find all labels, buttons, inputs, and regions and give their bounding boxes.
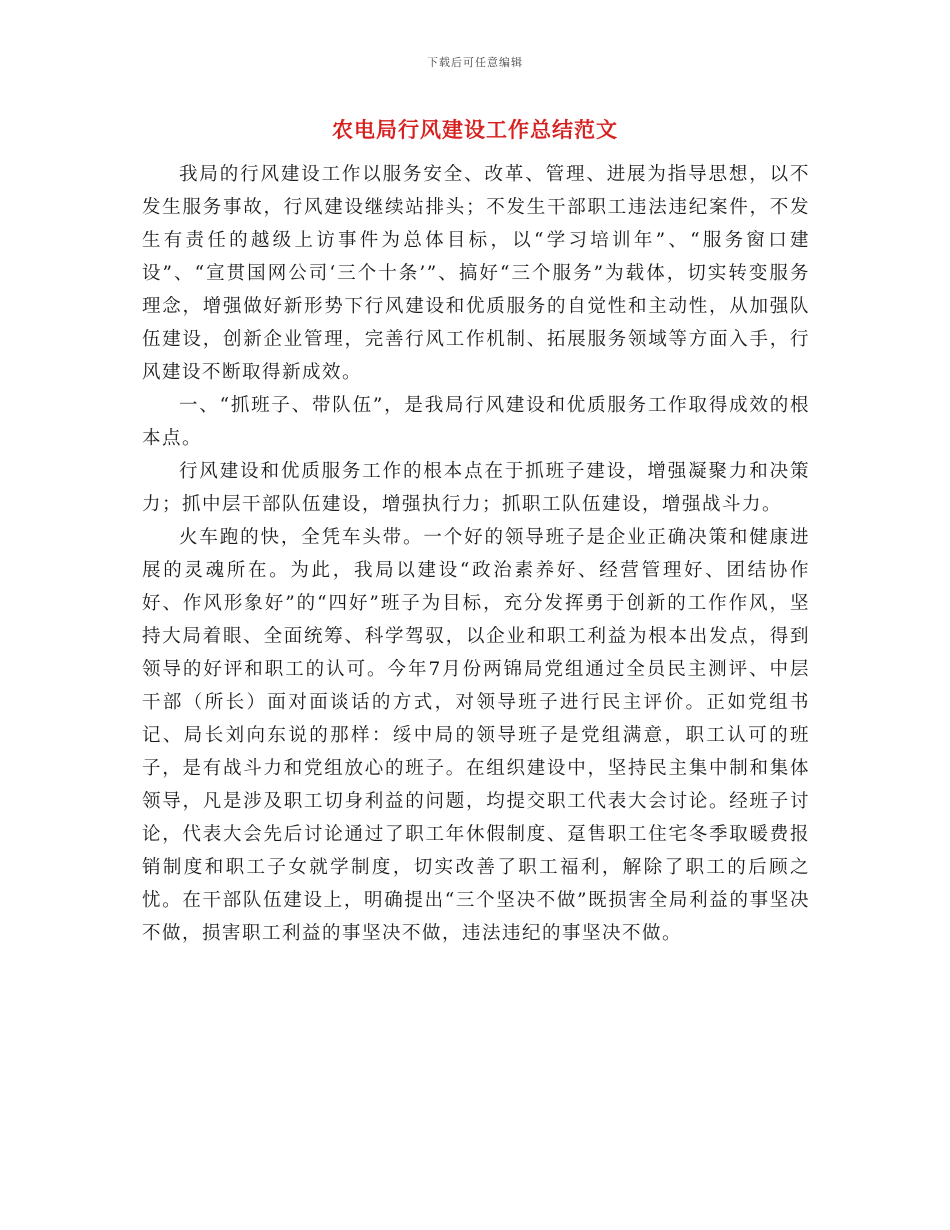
page-header-note: 下载后可任意编辑 (427, 56, 523, 69)
paragraph-section-heading: 一、“抓班子、带队伍”，是我局行风建设和优质服务工作取得成效的根本点。 (142, 395, 810, 449)
paragraph-leadership-detail: 火车跑的快，全凭车头带。一个好的领导班子是企业正确决策和健康进展的灵魂所在。为此，我局以建设“政治素养好、经营管理好、团结协作好、作风形象好”的“四好”班子为目标，充分发挥勇于创新的工作作风，坚持大局着眼、全面统筹、科学驾驭，以企业和职工利益为根本出发点，得到领导的好评和职工的认可。今年7月份两锦局党组通过全员民主测评、中层干部（所长）面对面谈话的方式，对领导班子进行民主评价。正如党组书记、局长刘向东说的那样：绥中局的领导班子是党组满意，职工认可的班子，是有战斗力和党组放心的班子。在组织建设中，坚持民主集中制和集体领导，凡是涉及职工切身利益的问题，均提交职工代表大会讨论。经班子讨论，代表大会先后讨论通过了职工年休假制度、趸售职工住宅冬季取暖费报销制度和职工子女就学制度，切实改善了职工福利，解除了职工的后顾之忧。在干部队伍建设上，明确提出“三个坚决不做”既损害全局利益的事坚决不做，损害职工利益的事坚决不做，违法违纪的事坚决不做。 (142, 527, 810, 944)
paragraph-intro: 我局的行风建设工作以服务安全、改革、管理、进展为指导思想，以不发生服务事故，行风建设继续站排头；不发生干部职工违法违纪案件，不发生有责任的越级上访事件为总体目标，以“学习培训年”、“服务窗口建设”、“宣贯国网公司‘三个十条’”、搞好“三个服务”为载体，切实转变服务理念，增强做好新形势下行风建设和优质服务的自觉性和主动性，从加强队伍建设，创新企业管理，完善行风工作机制、拓展服务领域等方面入手，行风建设不断取得新成效。 (142, 164, 810, 383)
paragraph-leadership-core: 行风建设和优质服务工作的根本点在于抓班子建设，增强凝聚力和决策力；抓中层干部队伍建设，增强执行力；抓职工队伍建设，增强战斗力。 (142, 461, 810, 515)
document-body (142, 158, 810, 950)
document-title: 农电局行风建设工作总结范文 (332, 117, 618, 142)
